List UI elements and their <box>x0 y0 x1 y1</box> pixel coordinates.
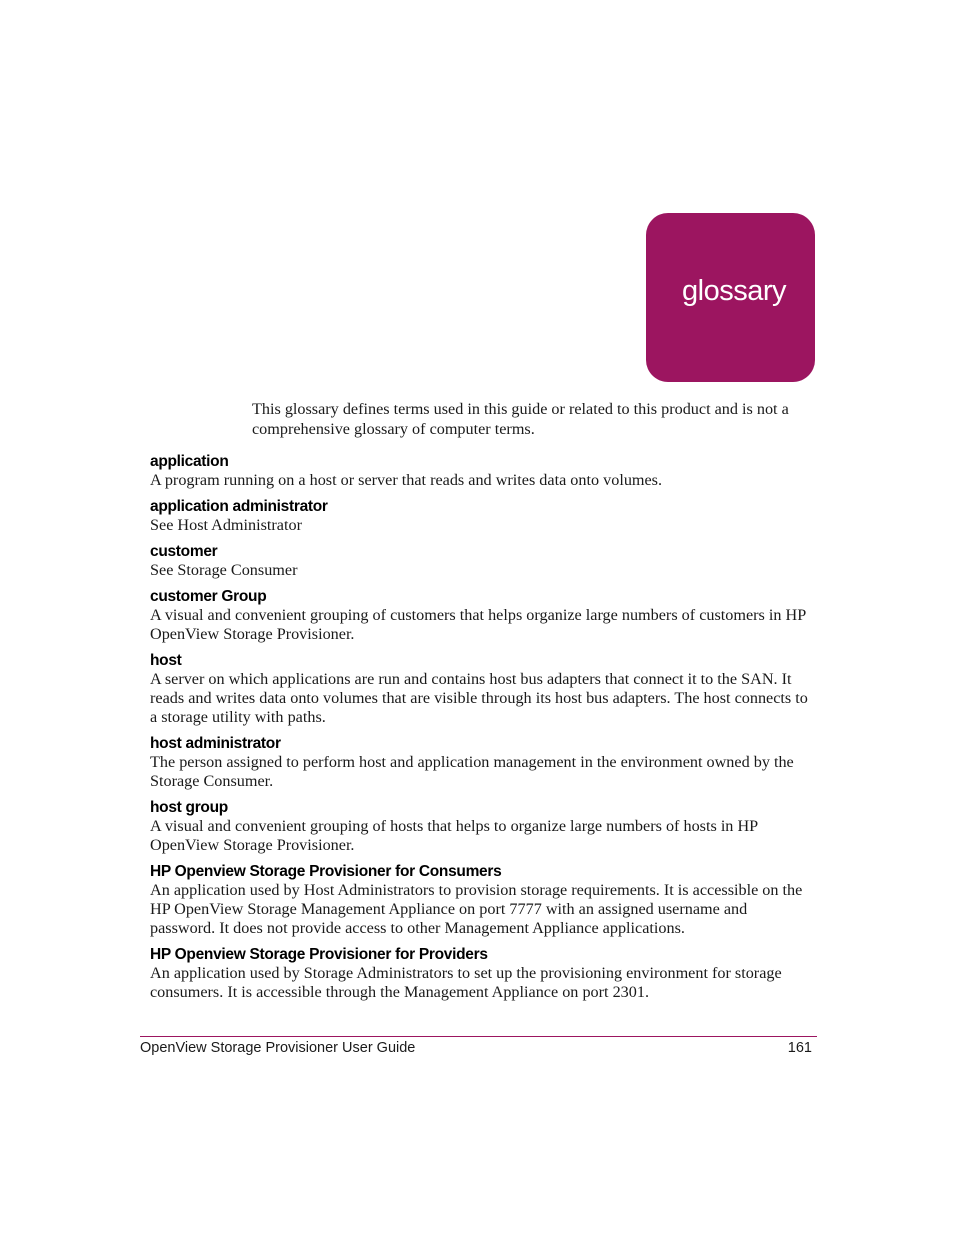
glossary-entry <box>150 945 810 1002</box>
glossary-definition: See Storage Consumer <box>150 561 298 579</box>
footer-document-title: OpenView Storage Provisioner User Guide <box>140 1040 416 1056</box>
glossary-definition: A server on which applications are run and contains host bus adapters that connect it to the SAN. It reads and writes data onto volumes that are visible through its host bus adapters. The host connects to a storage utility with paths. <box>150 670 808 726</box>
footer-divider <box>140 1036 817 1037</box>
glossary-list <box>150 452 810 1009</box>
glossary-definition: The person assigned to perform host and application management in the environment owned by the Storage Consumer. <box>150 753 794 790</box>
glossary-definition: A visual and convenient grouping of hosts that helps to organize large numbers of hosts in HP OpenView Storage Provisioner. <box>150 817 758 854</box>
footer-page-number: 161 <box>787 1040 812 1056</box>
glossary-term: HP Openview Storage Provisioner for Providers <box>150 946 488 963</box>
glossary-definition: A program running on a host or server that reads and writes data onto volumes. <box>150 471 663 489</box>
glossary-entry <box>150 862 810 938</box>
chapter-tab <box>646 213 815 382</box>
glossary-term: host <box>150 652 182 669</box>
glossary-term: customer <box>150 543 218 560</box>
glossary-term: customer Group <box>150 588 267 605</box>
glossary-entry <box>150 587 810 644</box>
glossary-definition: An application used by Storage Administrators to set up the provisioning environment for storage consumers. It is accessible through the Management Appliance on port 2301. <box>150 964 782 1001</box>
glossary-entry <box>150 542 810 580</box>
glossary-term: application administrator <box>150 498 328 515</box>
glossary-entry <box>150 452 810 490</box>
glossary-definition: A visual and convenient grouping of customers that helps organize large numbers of customers in HP OpenView Storage Provisioner. <box>150 606 806 643</box>
glossary-entry <box>150 798 810 855</box>
glossary-entry <box>150 734 810 791</box>
chapter-title: glossary <box>682 275 786 307</box>
glossary-definition: See Host Administrator <box>150 516 302 534</box>
glossary-term: HP Openview Storage Provisioner for Consumers <box>150 863 502 880</box>
glossary-term: application <box>150 453 229 470</box>
glossary-entry <box>150 497 810 535</box>
glossary-intro: This glossary defines terms used in this guide or related to this product and is not a comprehensive glossary of computer terms. <box>252 400 789 438</box>
glossary-term: host administrator <box>150 735 281 752</box>
glossary-term: host group <box>150 799 228 816</box>
glossary-definition: An application used by Host Administrators to provision storage requirements. It is accessible on the HP OpenView Storage Management Appliance on port 7777 with an assigned username and password. It does not provide access to other Management Appliance applications. <box>150 881 803 937</box>
glossary-entry <box>150 651 810 727</box>
